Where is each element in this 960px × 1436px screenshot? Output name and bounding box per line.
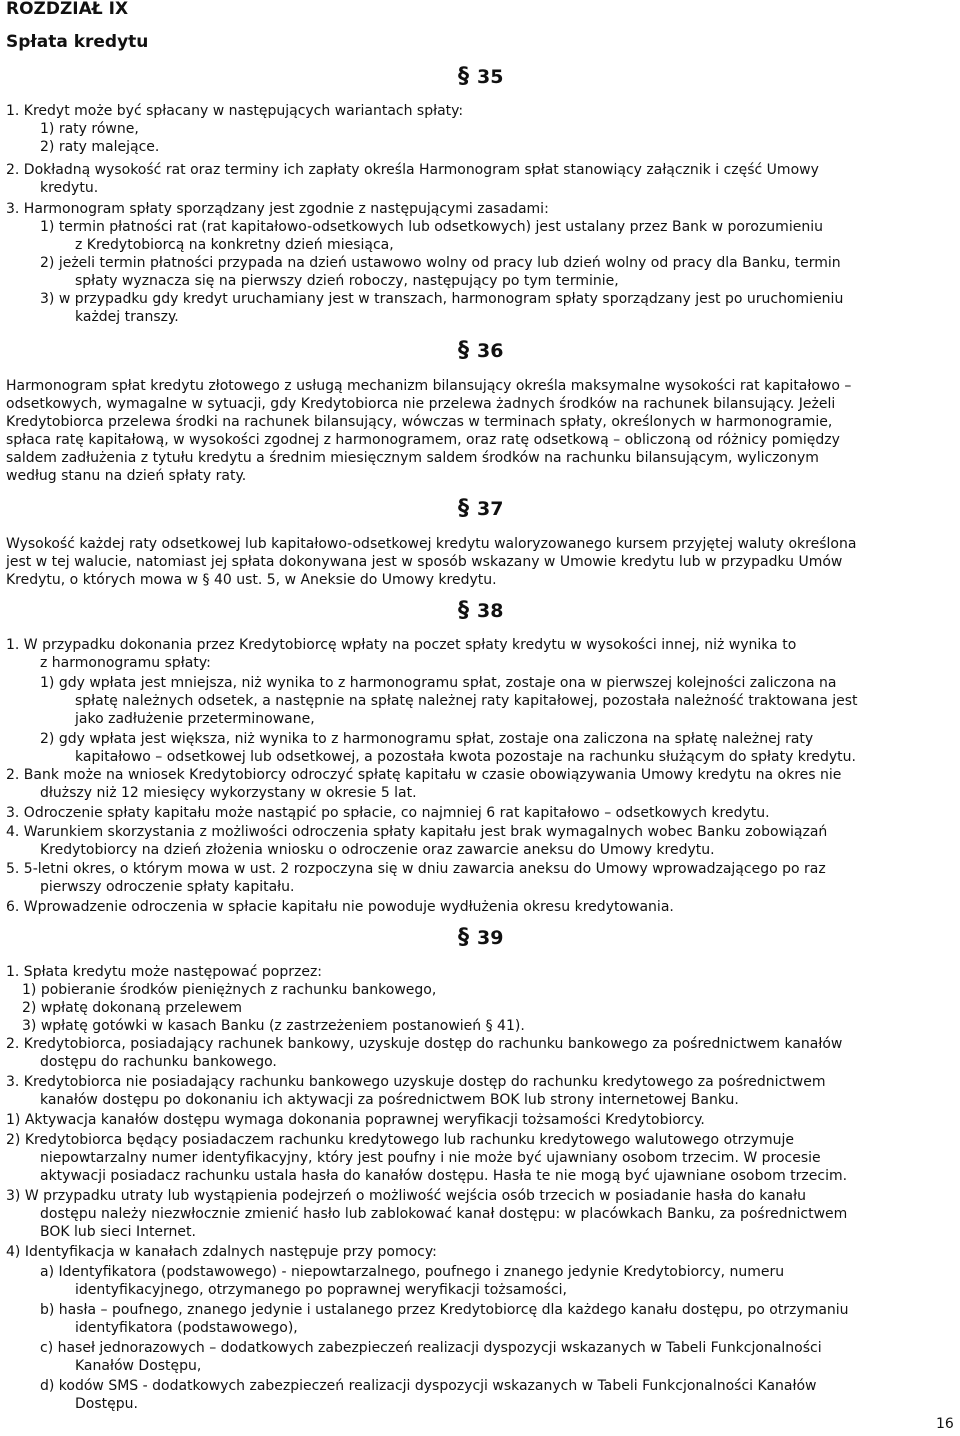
section-number: 36 <box>477 340 504 362</box>
paragraph-sign: § <box>458 925 469 950</box>
text-line: odsetkowych, wymagalne w sytuacji, gdy Kredytobiorca nie przelewa żadnych środków na rachunek bilansujący. Jeżeli <box>6 396 836 412</box>
paragraph-sign: § <box>458 64 469 89</box>
text-line: c) haseł jednorazowych – dodatkowych zabezpieczeń realizacji dyspozycji wskazanych w Tabeli Funkcjonalności <box>40 1340 822 1356</box>
section-heading-36 <box>458 338 504 363</box>
text-line: 3) W przypadku utraty lub wystąpienia podejrzeń o możliwość wejścia osób trzecich w posiadanie hasła do kanału <box>6 1188 806 1204</box>
text-line: 3. Kredytobiorca nie posiadający rachunku bankowego uzyskuje dostęp do rachunku kredytowego za pośrednictwem <box>6 1074 826 1090</box>
text-line: 2) Kredytobiorca będący posiadaczem rachunku kredytowego lub rachunku kredytowego walutowego otrzymuje <box>6 1132 795 1148</box>
text-line: b) hasła – poufnego, znanego jedynie i ustalanego przez Kredytobiorcę dla każdego kanału dostępu, po otrzymaniu <box>40 1302 849 1318</box>
section-heading-39 <box>458 925 504 950</box>
text-line: 2. Kredytobiorca, posiadający rachunek bankowy, uzyskuje dostęp do rachunku bankowego za pośrednictwem kanałów <box>6 1036 843 1052</box>
text-line: z harmonogramu spłaty: <box>40 655 211 671</box>
text-line: każdej transzy. <box>75 309 179 325</box>
text-line: Wysokość każdej raty odsetkowej lub kapitałowo-odsetkowej kredytu waloryzowanego kursem przyjętej waluty określona <box>6 536 857 552</box>
paragraph-sign: § <box>458 496 469 521</box>
text-line: a) Identyfikatora (podstawowego) - niepowtarzalnego, poufnego i znanego jedynie Kredytobiorcy, numeru <box>40 1264 785 1280</box>
text-line: 4. Warunkiem skorzystania z możliwości odroczenia spłaty kapitału jest brak wymagalnych wobec Banku zobowiązań <box>6 824 828 840</box>
text-line: według stanu na dzień spłaty raty. <box>6 468 247 484</box>
text-line: 1. W przypadku dokonania przez Kredytobiorcę wpłaty na poczet spłaty kredytu w wysokości innej, niż wynika to <box>6 637 797 653</box>
text-line: jest w tej walucie, natomiast jej spłata dokonywana jest w sposób wskazany w Umowie kredytu lub w przypadku Umów <box>6 554 843 570</box>
text-line: kanałów dostępu po dokonaniu ich aktywacji za pośrednictwem BOK lub strony internetowej Banku. <box>40 1092 739 1108</box>
text-line: kredytu. <box>40 180 99 196</box>
text-line: pierwszy odroczenie spłaty kapitału. <box>40 879 295 895</box>
text-line: 4) Identyfikacja w kanałach zdalnych następuje przy pomocy: <box>6 1244 437 1260</box>
section-heading-38 <box>458 598 504 623</box>
text-line: 1. Kredyt może być spłacany w następujących wariantach spłaty: <box>6 103 464 119</box>
text-line: 1) pobieranie środków pieniężnych z rachunku bankowego, <box>22 982 437 998</box>
chapter-label: ROZDZIAŁ IX <box>6 0 129 19</box>
text-line: 2) jeżeli termin płatności przypada na dzień ustawowo wolny od pracy lub dzień wolny od pracy dla Banku, termin <box>40 255 841 271</box>
text-line: identyfikatora (podstawowego), <box>75 1320 298 1336</box>
text-line: 1. Spłata kredytu może następować poprzez: <box>6 964 323 980</box>
section-number: 37 <box>477 498 504 520</box>
section-heading-35 <box>458 64 504 89</box>
section-number: 35 <box>477 66 504 88</box>
text-line: spłaca ratę kapitałową, w wysokości zgodnej z harmonogramem, oraz ratę odsetkową – obliczoną od różnicy pomiędzy <box>6 432 840 448</box>
text-line: dostępu należy niezwłocznie zmienić hasło lub zablokować kanał dostępu: w placówkach Banku, za pośrednictwem <box>40 1206 848 1222</box>
text-line: kapitałowo – odsetkowej lub odsetkowej, a pozostała kwota pozostaje na rachunku służącym do spłaty kredytu. <box>75 749 856 765</box>
text-line: dłuższy niż 12 miesięcy wykorzystany w okresie 5 lat. <box>40 785 417 801</box>
text-line: BOK lub sieci Internet. <box>40 1224 196 1240</box>
text-line: spłaty wyznacza się na pierwszy dzień roboczy, następujący po tym terminie, <box>75 273 619 289</box>
text-line: jako zadłużenie przeterminowane, <box>75 711 315 727</box>
text-line: 2) gdy wpłata jest większa, niż wynika to z harmonogramu spłat, zostaje ona zaliczona na spłatę należnej raty <box>40 731 814 747</box>
text-line: Kredytu, o których mowa w § 40 ust. 5, w Aneksie do Umowy kredytu. <box>6 572 497 588</box>
text-line: 2) wpłatę dokonaną przelewem <box>22 1000 243 1016</box>
text-line: 1) termin płatności rat (rat kapitałowo-odsetkowych lub odsetkowych) jest ustalany przez Bank w porozumieniu <box>40 219 823 235</box>
text-line: 3. Harmonogram spłaty sporządzany jest zgodnie z następującymi zasadami: <box>6 201 549 217</box>
text-line: 3) w przypadku gdy kredyt uruchamiany jest w transzach, harmonogram spłaty sporządzany jest po uruchomieniu <box>40 291 844 307</box>
text-line: spłatę należnych odsetek, a następnie na spłatę należnej raty kapitałowej, pozostała należność traktowana jest <box>75 693 858 709</box>
text-line: Kanałów Dostępu, <box>75 1358 202 1374</box>
text-line: z Kredytobiorcą na konkretny dzień miesiąca, <box>75 237 394 253</box>
text-line: 2. Dokładną wysokość rat oraz terminy ich zapłaty określa Harmonogram spłat stanowiący załącznik i część Umowy <box>6 162 819 178</box>
text-line: 2. Bank może na wniosek Kredytobiorcy odroczyć spłatę kapitału w czasie obowiązywania Umowy kredytu na okres nie <box>6 767 842 783</box>
text-line: 6. Wprowadzenie odroczenia w spłacie kapitału nie powoduje wydłużenia okresu kredytowania. <box>6 899 674 915</box>
section-number: 39 <box>477 927 504 949</box>
text-line: Harmonogram spłat kredytu złotowego z usługą mechanizm bilansujący określa maksymalne wysokości rat kapitałowo – <box>6 378 852 394</box>
section-number: 38 <box>477 600 504 622</box>
text-line: d) kodów SMS - dodatkowych zabezpieczeń realizacji dyspozycji wskazanych w Tabeli Funkcjonalności Kanałów <box>40 1378 817 1394</box>
page-number: 16 <box>936 1416 954 1432</box>
text-line: dostępu do rachunku bankowego. <box>40 1054 277 1070</box>
paragraph-sign: § <box>458 338 469 363</box>
section-heading-37 <box>458 496 504 521</box>
text-line: 1) raty równe, <box>40 121 139 137</box>
text-line: niepowtarzalny numer identyfikacyjny, który jest poufny i nie może być ujawniany osobom trzecim. W procesie <box>40 1150 821 1166</box>
chapter-title: Spłata kredytu <box>6 32 149 52</box>
text-line: Dostępu. <box>75 1396 138 1412</box>
text-line: Kredytobiorca przelewa środki na rachunek bilansujący, wówczas w terminach spłaty, określonych w harmonogramie, <box>6 414 833 430</box>
text-line: 1) gdy wpłata jest mniejsza, niż wynika to z harmonogramu spłat, zostaje ona w pierwszej kolejności zaliczona na <box>40 675 837 691</box>
text-line: 3. Odroczenie spłaty kapitału może nastąpić po spłacie, co najmniej 6 rat kapitałowo – odsetkowych kredytu. <box>6 805 770 821</box>
text-line: Kredytobiorcy na dzień złożenia wniosku o odroczenie oraz zawarcie aneksu do Umowy kredytu. <box>40 842 715 858</box>
text-line: saldem zadłużenia z tytułu kredytu a średnim miesięcznym saldem środków na rachunku bilansującym, wyliczonym <box>6 450 819 466</box>
text-line: 5. 5-letni okres, o którym mowa w ust. 2 rozpoczyna się w dniu zawarcia aneksu do Umowy wprowadzającego po raz <box>6 861 826 877</box>
text-line: aktywacji posiadacz rachunku ustala hasła do kanałów dostępu. Hasła te nie mogą być ujawniane osobom trzecim. <box>40 1168 848 1184</box>
paragraph-sign: § <box>458 598 469 623</box>
text-line: identyfikacyjnego, otrzymanego po poprawnej weryfikacji tożsamości, <box>75 1282 568 1298</box>
text-line: 2) raty malejące. <box>40 139 160 155</box>
text-line: 3) wpłatę gotówki w kasach Banku (z zastrzeżeniem postanowień § 41). <box>22 1018 525 1034</box>
text-line: 1) Aktywacja kanałów dostępu wymaga dokonania poprawnej weryfikacji tożsamości Kredytobiorcy. <box>6 1112 705 1128</box>
